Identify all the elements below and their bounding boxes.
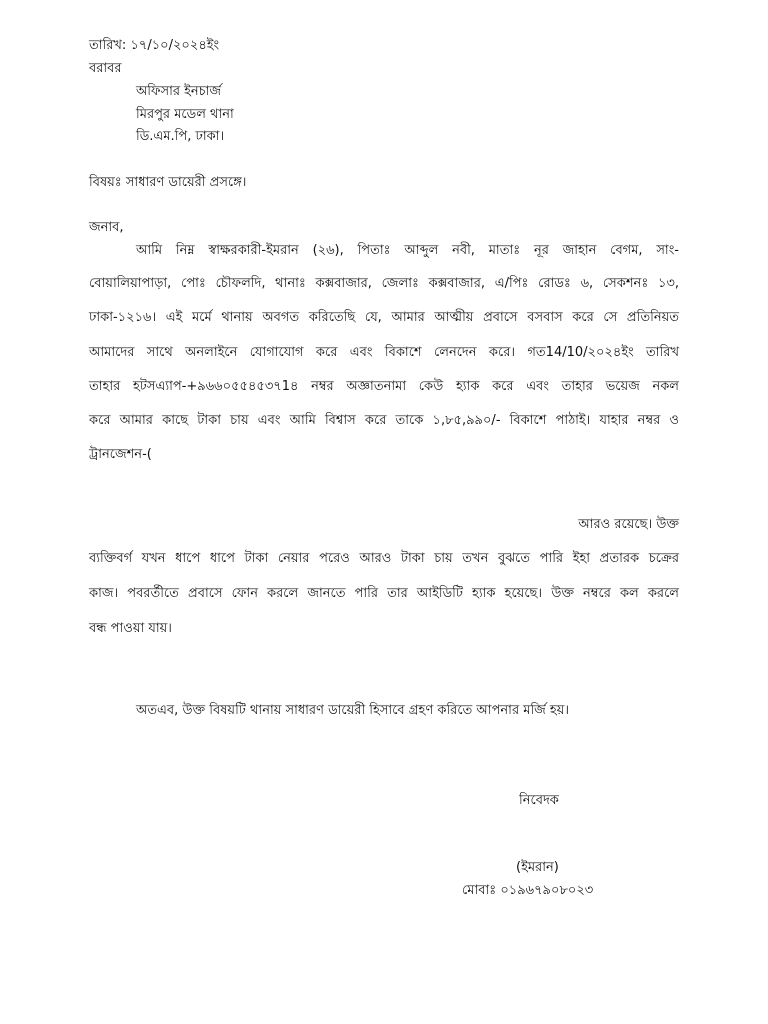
signature-mobile: মোবাঃ ০১৯৬৭৯০৮০২৩ <box>462 883 594 898</box>
salutation-to: বরাবর <box>89 61 122 76</box>
subject-line: বিষয়ঃ সাধারণ ডায়েরী প্রসঙ্গে। <box>89 175 247 190</box>
recipient-station: মিরপুর মডেল থানা <box>136 107 234 122</box>
body-para1-line-2: বোয়ালিয়াপাড়া, পোঃ চৌফলদি, থানাঃ কক্সবাজার, জেলাঃ কক্সবাজার, এ/পিঃ রোডঃ ৬, সেকশনঃ ১৩, <box>89 276 679 291</box>
body-para1-line-6: করে আমার কাছে টাকা চায় এবং আমি বিশ্বাস করে তাকে ১,৮৫,৯৯০/- বিকাশে পাঠাই। যাহার নম্বর ও <box>89 413 679 428</box>
body-para2-line-1: আরও রয়েছে। উক্ত <box>578 517 679 532</box>
date-line: তারিখ: ১৭/১০/২০২৪ইং <box>89 38 220 53</box>
signature-label: নিবেদক <box>519 793 559 808</box>
body-para1-line-4: আমাদের সাথে অনলাইনে যোগাযোগ করে এবং বিকাশে লেনদেন করে। গত14/10/২০২৪ইং তারিখ <box>89 345 679 360</box>
body-para1-line-3: ঢাকা-১২১৬। এই মর্মে থানায় অবগত করিতেছি যে, আমার আত্মীয় প্রবাসে বসবাস করে সে প্রতিনিয়ত <box>89 310 679 325</box>
body-para2-line-2: ব্যক্তিবর্গ যখন ধাপে ধাপে টাকা নেয়ার পরেও আরও টাকা চায় তখন বুঝতে পারি ইহা প্রতারক চক্রের <box>89 551 679 566</box>
signature-name: (ইমরান) <box>516 860 559 875</box>
closing-paragraph: অতএব, উক্ত বিষয়টি থানায় সাধারণ ডায়েরী হিসাবে গ্রহণ করিতে আপনার মর্জি হয়। <box>136 703 570 718</box>
recipient-title: অফিসার ইনচার্জ <box>136 84 222 99</box>
body-para1-line-1: আমি নিম্ন স্বাক্ষরকারী-ইমরান (২৬), পিতাঃ আব্দুল নবী, মাতাঃ নূর জাহান বেগম, সাং- <box>136 243 679 258</box>
body-para2-line-3: কাজ। পবরর্তীতে প্রবাসে ফোন করলে জানতে পারি তার আইডিটি হ্যাক হয়েছে। উক্ত নম্বরে কল করলে <box>89 586 679 601</box>
body-para1-line-5: তাহার হটসএ্যাপ-+৯৬৬০৫৫৪৫৩৭1৪ নম্বর অজ্ঞাতনামা কেউ হ্যাক করে এবং তাহার ভয়েজ নকল <box>89 379 679 394</box>
body-para2-line-4: বন্ধ পাওয়া যায়। <box>89 621 172 636</box>
body-para1-line-7: ট্রানজেশন-( <box>89 447 152 462</box>
greeting: জনাব, <box>89 220 124 235</box>
recipient-location: ডি.এম.পি, ঢাকা। <box>136 129 225 144</box>
